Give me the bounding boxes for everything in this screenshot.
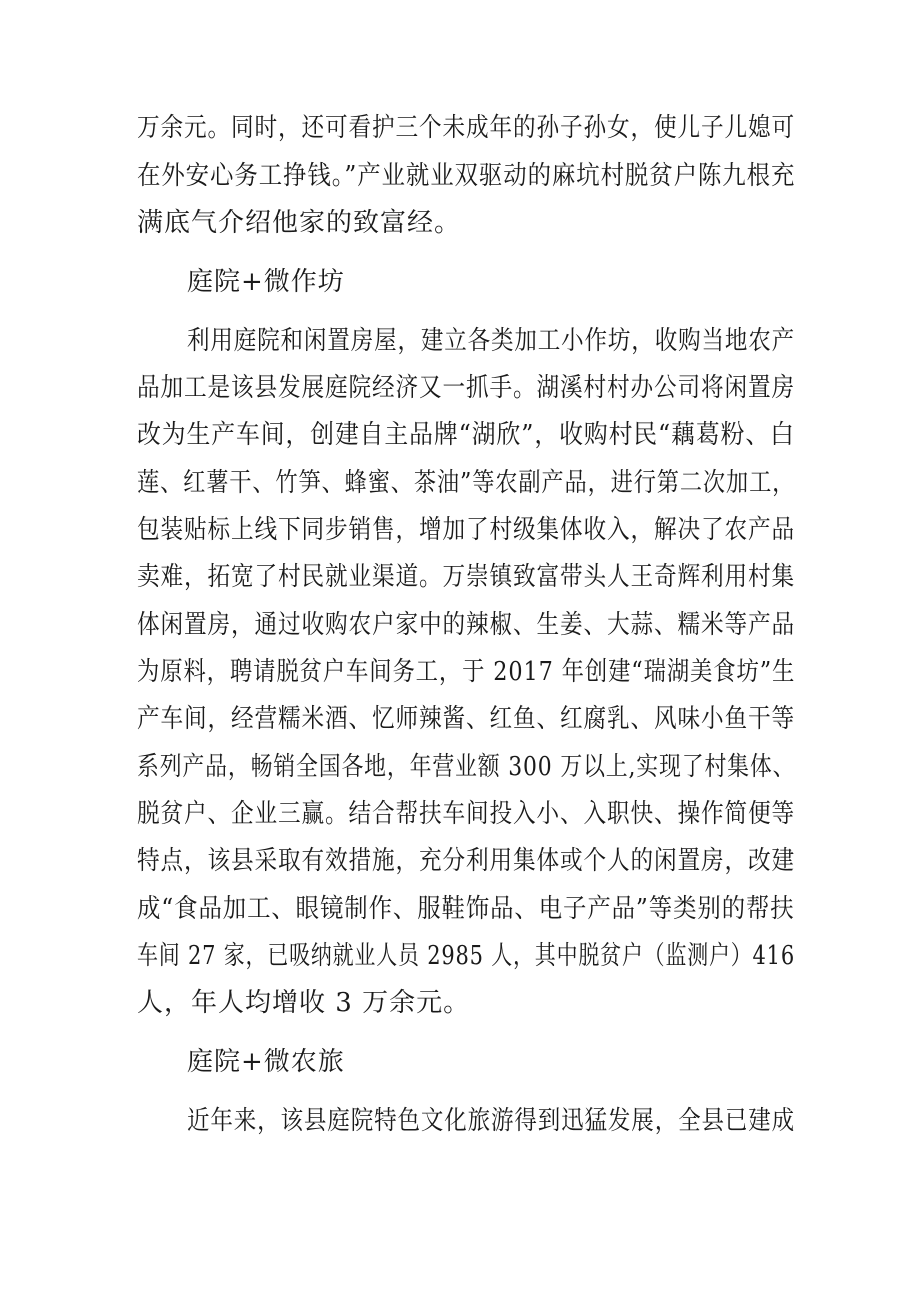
paragraph-3-line-1: 近年来，该县庭院特色文化旅游得到迅猛发展，全县已建成 bbox=[187, 1106, 796, 1136]
section-heading-agritourism: 庭院+微农旅 bbox=[187, 1047, 345, 1077]
paragraph-2-line-1: 利用庭院和闲置房屋，建立各类加工小作坊，收购当地农产 bbox=[187, 326, 796, 356]
paragraph-2-line-15: 人，年人均增收 3 万余元。 bbox=[137, 988, 471, 1018]
paragraph-2-line-6: 卖难，拓宽了村民就业渠道。万崇镇致富带头人王奇辉利用村集 bbox=[137, 562, 796, 592]
paragraph-1-line-3: 满底气介绍他家的致富经。 bbox=[137, 208, 462, 238]
paragraph-2-line-3: 改为生产车间，创建自主品牌“湖欣”，收购村民“藕葛粉、白 bbox=[137, 420, 795, 450]
section-heading-workshop: 庭院+微作坊 bbox=[187, 267, 345, 297]
paragraph-2-line-7: 体闲置房，通过收购农户家中的辣椒、生姜、大蒜、糯米等产品 bbox=[137, 610, 796, 640]
paragraph-2-line-5: 包装贴标上线下同步销售，增加了村级集体收入，解决了农产品 bbox=[137, 515, 796, 545]
paragraph-2-line-4: 莲、红薯干、竹笋、蜂蜜、茶油”等农副产品，进行第二次加工， bbox=[137, 468, 796, 498]
paragraph-2-line-14: 车间 27 家，已吸纳就业人员 2985 人，其中脱贫户（监测户）416 bbox=[137, 941, 795, 971]
paragraph-2-line-13: 成“食品加工、眼镜制作、服鞋饰品、电子产品”等类别的帮扶 bbox=[137, 894, 795, 924]
paragraph-2-line-12: 特点，该县采取有效措施，充分利用集体或个人的闲置房，改建 bbox=[137, 846, 796, 876]
paragraph-2-line-11: 脱贫户、企业三赢。结合帮扶车间投入小、入职快、操作简便等 bbox=[137, 799, 796, 829]
paragraph-2-line-2: 品加工是该县发展庭院经济又一抓手。湖溪村村办公司将闲置房 bbox=[137, 373, 796, 403]
paragraph-2-line-9: 产车间，经营糯米酒、忆师辣酱、红鱼、红腐乳、风味小鱼干等 bbox=[137, 704, 796, 734]
paragraph-1-line-1: 万余元。同时，还可看护三个未成年的孙子孙女，使儿子儿媳可 bbox=[137, 113, 796, 143]
paragraph-2-line-8: 为原料，聘请脱贫户车间务工，于 2017 年创建“瑞湖美食坊”生 bbox=[137, 657, 796, 687]
paragraph-1-line-2: 在外安心务工挣钱。”产业就业双驱动的麻坑村脱贫户陈九根充 bbox=[137, 161, 796, 191]
paragraph-2-line-10: 系列产品，畅销全国各地，年营业额 300 万以上,实现了村集体、 bbox=[137, 752, 796, 782]
